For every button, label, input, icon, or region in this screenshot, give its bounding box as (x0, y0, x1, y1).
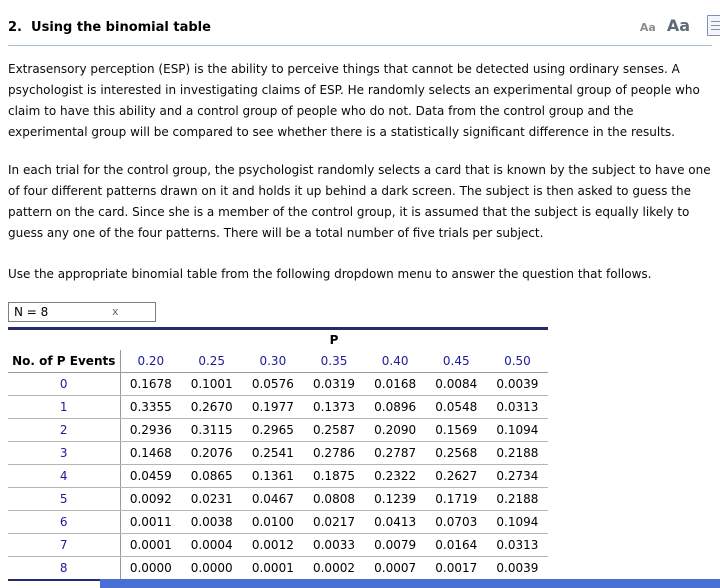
probability-cell: 0.2786 (303, 442, 364, 465)
binomial-table-dropdown[interactable] (8, 302, 156, 322)
p-header-row (8, 329, 548, 350)
table-row (8, 534, 548, 557)
probability-cell: 0.2541 (242, 442, 303, 465)
probability-cell: 0.0313 (487, 534, 548, 557)
probability-cell: 0.1361 (242, 465, 303, 488)
probability-cell: 0.0004 (181, 534, 242, 557)
binomial-table-body (8, 373, 548, 580)
p-value-header: 0.20 (120, 350, 181, 373)
paragraph-esp-intro: Extrasensory perception (ESP) is the ability to perceive things that cannot be detected using ordinary senses. A psychologist is interested in investigating claims of ESP. He randomly selects an experimental group of people who claim to have this ability and a control group of people who do not. Data from the control group and the experimental group will be compared to see whether there is a statistically significant difference in the results. (8, 62, 700, 139)
paragraph-instruction: Use the appropriate binomial table from the following dropdown menu to answer the question that follows. (8, 267, 652, 281)
paragraph-trial-description: In each trial for the control group, the psychologist randomly selects a card that is known by the subject to have one of four different patterns drawn on it and holds it up behind a dark screen. The subject is then asked to guess the pattern on the card. Since she is a member of the control group, it is assumed that the subject is equally likely to guess any one of the four patterns. There will be a total number of five trials per subject. (8, 163, 711, 240)
document-page-icon[interactable] (707, 15, 720, 36)
events-count-cell: 0 (8, 373, 120, 396)
probability-cell: 0.1373 (303, 396, 364, 419)
probability-cell: 0.1094 (487, 511, 548, 534)
events-count-cell: 5 (8, 488, 120, 511)
probability-cell: 0.0001 (120, 534, 181, 557)
probability-cell: 0.2090 (365, 419, 426, 442)
probability-cell: 0.0038 (181, 511, 242, 534)
probability-cell: 0.2670 (181, 396, 242, 419)
probability-cell: 0.0017 (435, 560, 478, 575)
probability-cell: 0.0084 (426, 373, 487, 396)
events-count-cell: 3 (8, 442, 120, 465)
p-value-header: 0.40 (365, 350, 426, 373)
probability-cell: 0.1239 (365, 488, 426, 511)
probability-cell: 0.0100 (242, 511, 303, 534)
column-header-row (8, 350, 548, 373)
events-column-header: No. of P Events (8, 350, 120, 373)
probability-cell: 0.0033 (303, 534, 364, 557)
table-row (8, 419, 548, 442)
probability-cell: 0.0001 (251, 560, 294, 575)
p-value-header: 0.50 (487, 350, 548, 373)
probability-cell: 0.2936 (120, 419, 181, 442)
probability-cell: 0.0865 (181, 465, 242, 488)
table-row (8, 396, 548, 419)
probability-cell: 0.0000 (190, 560, 233, 575)
probability-cell: 0.0459 (120, 465, 181, 488)
probability-cell: 0.1719 (426, 488, 487, 511)
dropdown-x-marker[interactable]: x (112, 305, 119, 318)
table-row (8, 511, 548, 534)
probability-cell: 0.1977 (242, 396, 303, 419)
probability-cell: 0.0164 (426, 534, 487, 557)
probability-cell: 0.0896 (365, 396, 426, 419)
probability-cell: 0.2965 (242, 419, 303, 442)
probability-cell: 0.1569 (426, 419, 487, 442)
font-size-large-button[interactable]: Aa (666, 16, 690, 35)
events-count-cell: 7 (8, 534, 120, 557)
probability-cell: 0.0467 (242, 488, 303, 511)
table-row (8, 488, 548, 511)
font-size-small-button[interactable]: Aa (639, 21, 656, 34)
probability-cell: 0.0007 (374, 560, 417, 575)
bottom-scrollbar[interactable] (100, 579, 720, 588)
probability-cell: 0.0576 (242, 373, 303, 396)
probability-cell: 0.0217 (303, 511, 364, 534)
probability-cell: 0.0039 (496, 560, 539, 575)
probability-cell: 0.0002 (312, 560, 355, 575)
probability-cell: 0.3355 (120, 396, 181, 419)
probability-cell: 0.2627 (426, 465, 487, 488)
probability-cell: 0.0039 (487, 373, 548, 396)
probability-cell: 0.2568 (426, 442, 487, 465)
probability-cell: 0.0313 (487, 396, 548, 419)
dropdown-selected-value: N = 8 (14, 305, 49, 319)
probability-cell: 0.0413 (365, 511, 426, 534)
probability-cell: 0.1875 (303, 465, 364, 488)
probability-cell: 0.2734 (487, 465, 548, 488)
probability-cell: 0.0808 (303, 488, 364, 511)
font-size-controls (640, 16, 690, 35)
table-corner-cell (8, 329, 120, 350)
p-value-header: 0.30 (242, 350, 303, 373)
probability-cell: 0.2787 (365, 442, 426, 465)
probability-cell: 0.0703 (426, 511, 487, 534)
page-title: 2. Using the binomial table (8, 20, 211, 35)
probability-cell: 0.0548 (426, 396, 487, 419)
events-count-cell: 4 (8, 465, 120, 488)
probability-cell: 0.0168 (365, 373, 426, 396)
probability-cell: 0.0092 (120, 488, 181, 511)
events-count-cell: 2 (8, 419, 120, 442)
p-header: P (329, 332, 339, 347)
probability-cell: 0.1678 (120, 373, 181, 396)
probability-cell: 0.0319 (303, 373, 364, 396)
events-count-cell: 8 (8, 557, 120, 580)
table-row (8, 442, 548, 465)
binomial-table (8, 327, 548, 581)
p-value-header: 0.45 (426, 350, 487, 373)
probability-cell: 0.1468 (120, 442, 181, 465)
p-value-header: 0.35 (303, 350, 364, 373)
probability-cell: 0.2188 (487, 488, 548, 511)
probability-cell: 0.2587 (303, 419, 364, 442)
header-divider (8, 45, 712, 46)
probability-cell: 0.0079 (365, 534, 426, 557)
probability-cell: 0.0011 (120, 511, 181, 534)
probability-cell: 0.2322 (365, 465, 426, 488)
page-header (8, 0, 712, 35)
probability-cell: 0.0231 (181, 488, 242, 511)
probability-cell: 0.2188 (487, 442, 548, 465)
events-count-cell: 6 (8, 511, 120, 534)
table-row (8, 465, 548, 488)
events-count-cell: 1 (8, 396, 120, 419)
probability-cell: 0.1094 (487, 419, 548, 442)
table-row (8, 373, 548, 396)
probability-cell: 0.3115 (181, 419, 242, 442)
p-value-header: 0.25 (181, 350, 242, 373)
probability-cell: 0.2076 (181, 442, 242, 465)
probability-cell: 0.0000 (129, 560, 172, 575)
probability-cell: 0.1001 (181, 373, 242, 396)
probability-cell: 0.0012 (242, 534, 303, 557)
table-row (8, 557, 548, 580)
